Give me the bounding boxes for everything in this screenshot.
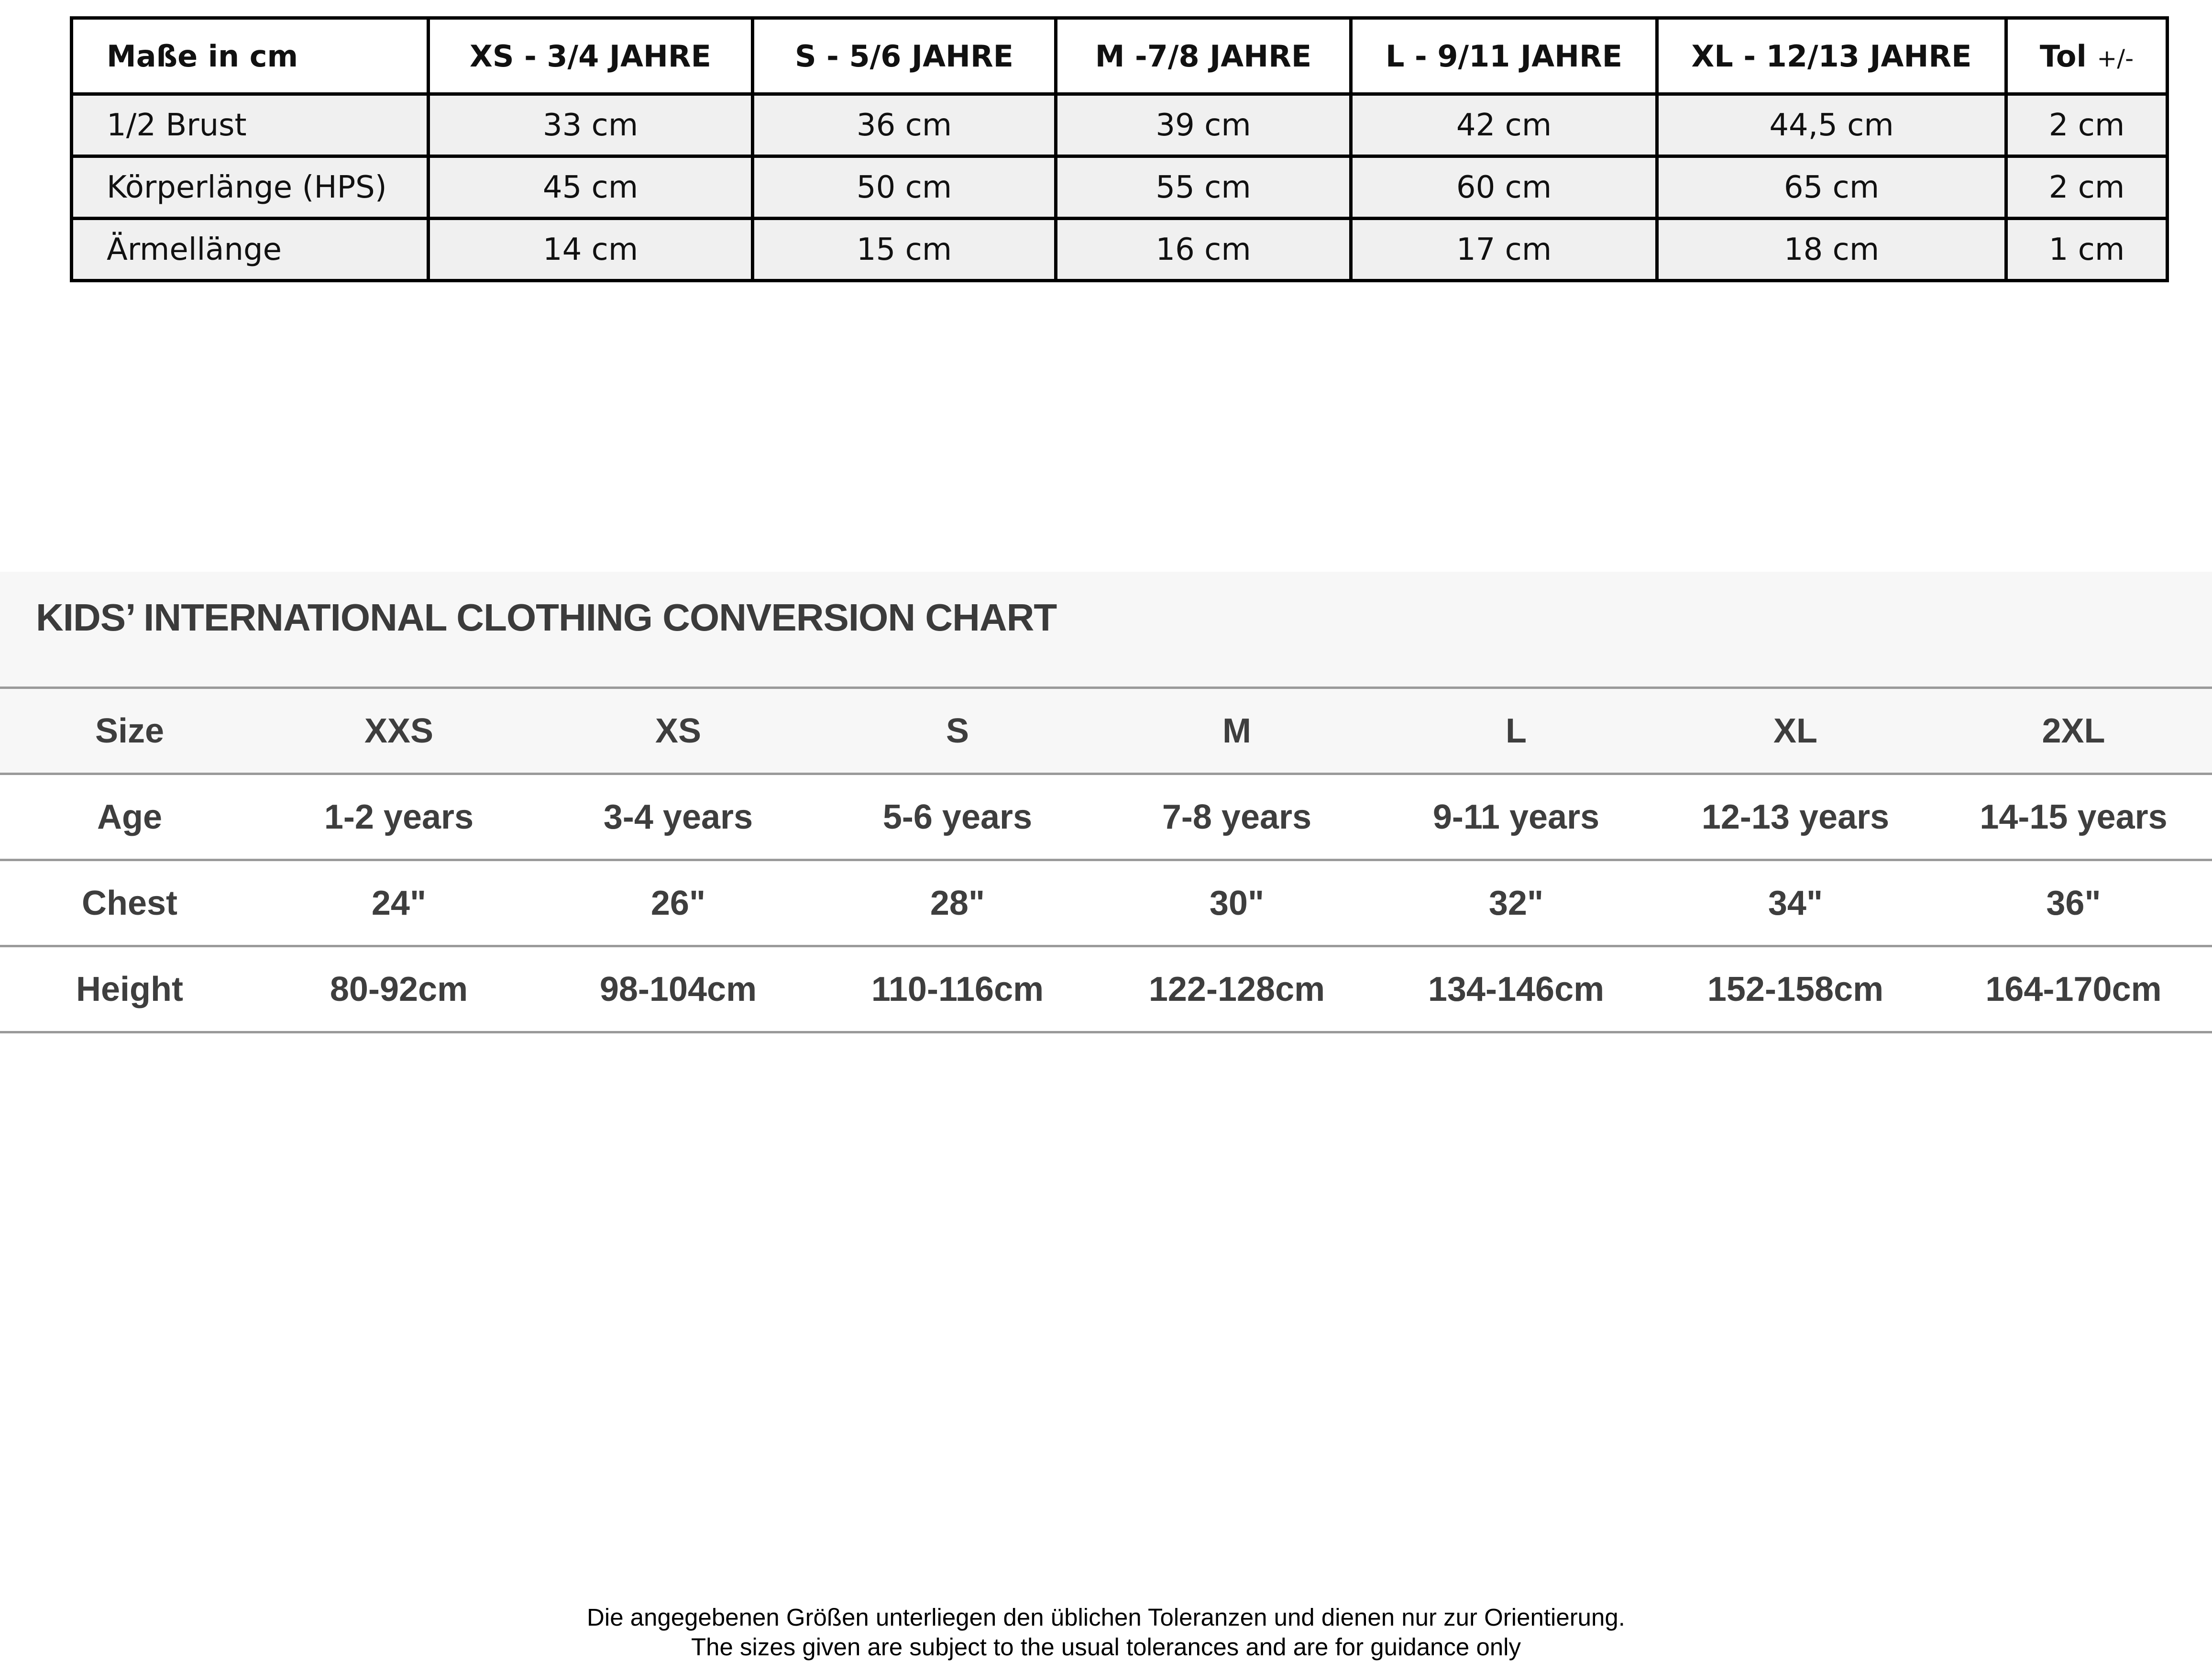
size-header: L [1506,711,1527,750]
table-cell: 12-13 years [1701,798,1890,836]
measurement-header-row [72,18,2168,94]
size-header: S - 5/6 JAHRE [753,18,1056,94]
row-label: Size [95,711,165,750]
size-header: XXS [364,711,434,750]
table-cell: 65 cm [1657,156,2006,219]
size-header: XL [1773,711,1817,750]
measurement-table [70,16,2169,282]
row-label: Chest [81,884,178,922]
table-cell: 33 cm [429,94,753,156]
row-label: Height [76,970,183,1008]
table-cell: 98-104cm [599,970,757,1008]
table-cell: 45 cm [429,156,753,219]
tolerance-header-label: Tol [2039,38,2087,74]
table-cell: 18 cm [1657,219,2006,281]
conversion-row-height [0,946,2212,1032]
size-header: XS [655,711,702,750]
table-cell: 16 cm [1056,219,1351,281]
size-header: S [946,711,969,750]
row-label: Age [97,798,163,836]
table-cell: 60 cm [1351,156,1657,219]
table-cell: 32" [1488,884,1544,922]
table-cell: 36" [2046,884,2101,922]
size-header: XL - 12/13 JAHRE [1657,18,2006,94]
table-cell: 28" [930,884,985,922]
table-cell: 39 cm [1056,94,1351,156]
table-cell: 1-2 years [324,798,474,836]
conversion-table [0,687,2212,1033]
table-cell: 134-146cm [1428,970,1605,1008]
table-cell: 15 cm [753,219,1056,281]
table-cell: 24" [371,884,427,922]
conversion-row-age [0,774,2212,860]
table-cell: 80-92cm [330,970,468,1008]
table-cell: 3-4 years [603,798,753,836]
measurement-row-chest [72,94,2168,156]
table-cell: 7-8 years [1162,798,1312,836]
table-cell: 14-15 years [1980,798,2168,836]
footnote-line-english: The sizes given are subject to the usual tolerances and are for guidance only [691,1633,1521,1661]
table-cell: 5-6 years [882,798,1033,836]
row-label: Ärmellänge [72,219,429,281]
table-cell: 17 cm [1351,219,1657,281]
table-cell: 9-11 years [1432,798,1600,836]
conversion-row-chest [0,860,2212,946]
table-cell: 164-170cm [1985,970,2162,1008]
table-cell: 55 cm [1056,156,1351,219]
table-cell: 152-158cm [1707,970,1884,1008]
tolerance-header-suffix: +/- [2097,44,2134,72]
measurement-header-label: Maße in cm [72,18,429,94]
size-header: 2XL [2042,711,2105,750]
row-label: Körperlänge (HPS) [72,156,429,219]
size-header: M -7/8 JAHRE [1056,18,1351,94]
measurement-row-sleeve-length [72,219,2168,281]
footnote [0,1603,2212,1662]
footnote-line-german: Die angegebenen Größen unterliegen den üblichen Toleranzen und dienen nur zur Orientierung. [587,1604,1625,1631]
tolerance-cell: 2 cm [2006,94,2168,156]
table-cell: 50 cm [753,156,1056,219]
table-cell: 44,5 cm [1657,94,2006,156]
conversion-chart-title: KIDS’ INTERNATIONAL CLOTHING CONVERSION CHART [36,596,1057,639]
size-header: XS - 3/4 JAHRE [429,18,753,94]
size-header: M [1222,711,1251,750]
table-cell: 30" [1209,884,1265,922]
row-label: 1/2 Brust [72,94,429,156]
tolerance-header [2006,18,2168,94]
table-cell: 122-128cm [1148,970,1325,1008]
table-cell: 42 cm [1351,94,1657,156]
tolerance-cell: 2 cm [2006,156,2168,219]
table-cell: 36 cm [753,94,1056,156]
table-cell: 34" [1768,884,1823,922]
table-cell: 14 cm [429,219,753,281]
table-cell: 26" [650,884,706,922]
table-cell: 110-116cm [871,970,1044,1008]
conversion-header-row [0,688,2212,774]
size-header: L - 9/11 JAHRE [1351,18,1657,94]
tolerance-cell: 1 cm [2006,219,2168,281]
measurement-row-body-length [72,156,2168,219]
